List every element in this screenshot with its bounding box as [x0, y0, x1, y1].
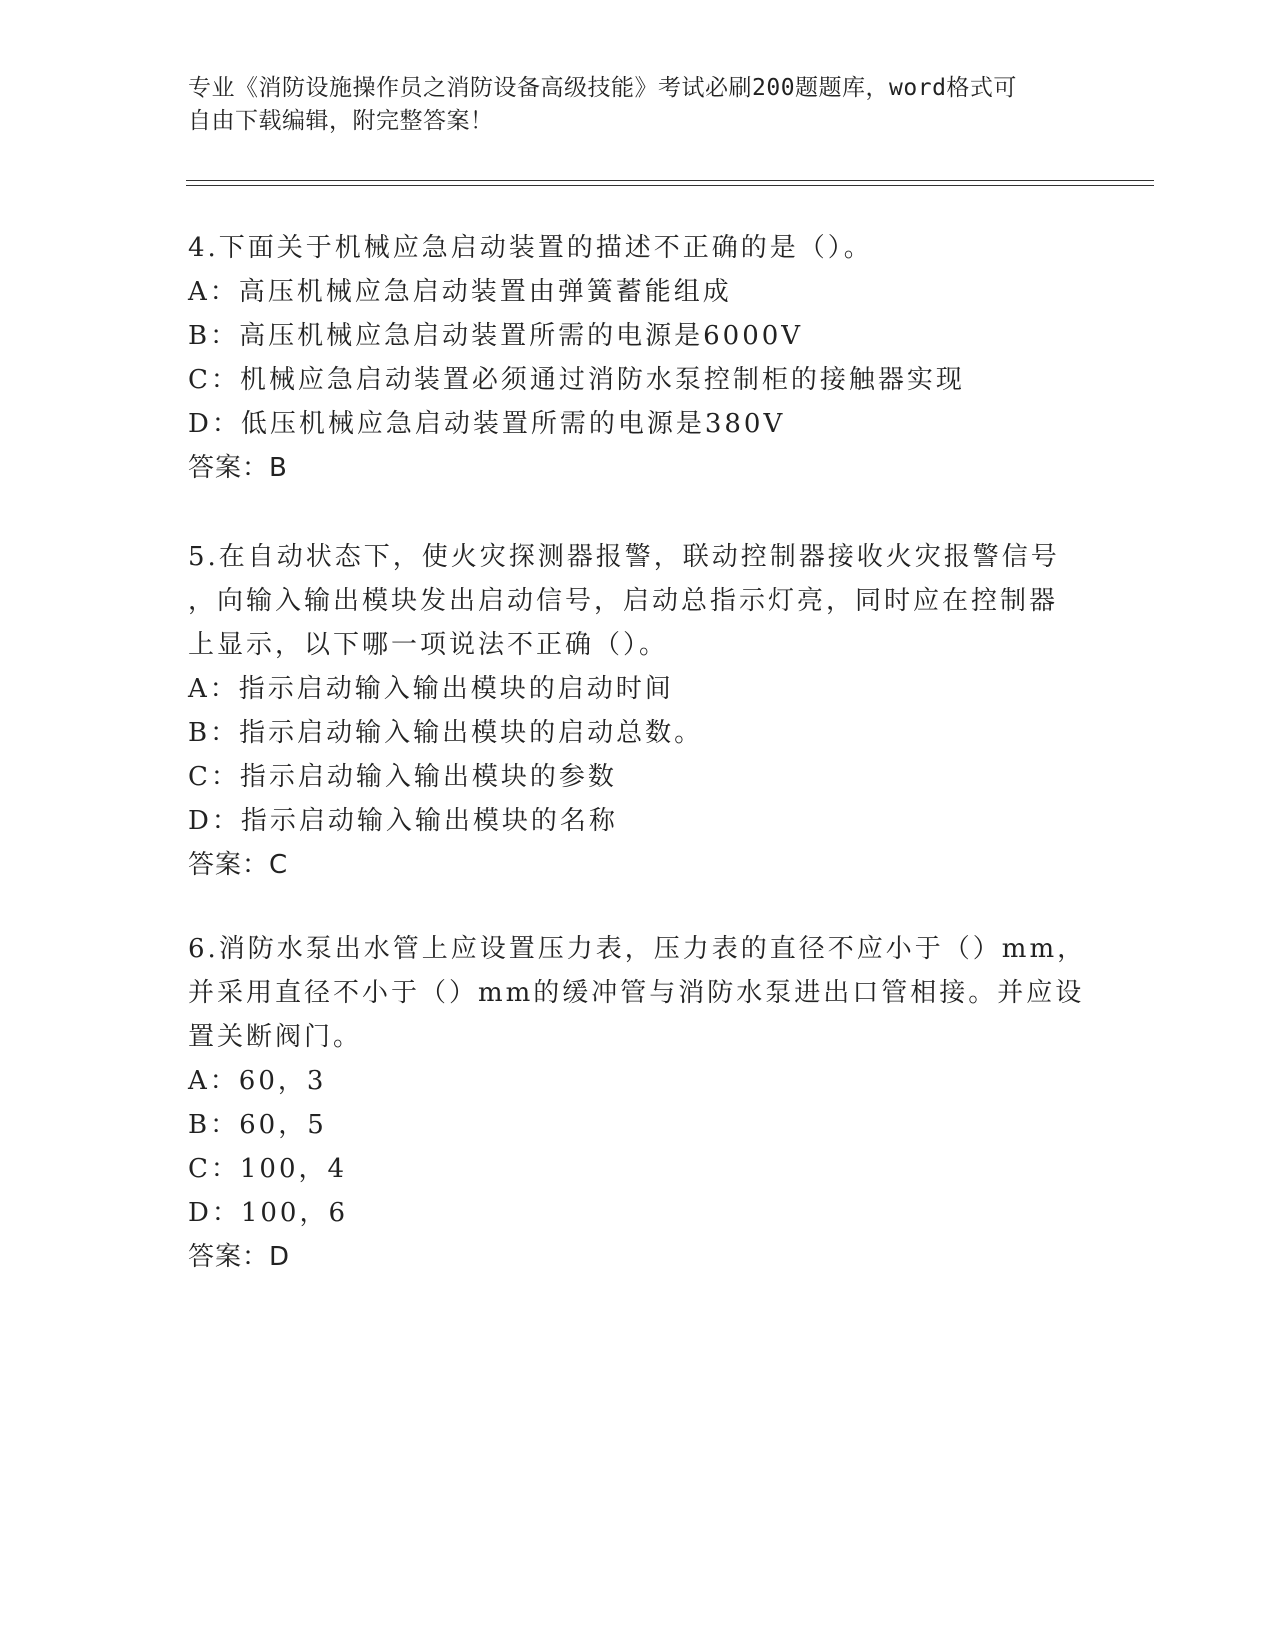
option-d: D：低压机械应急启动装置所需的电源是380V: [188, 409, 786, 439]
question-stem-line-1: 5.在自动状态下，使火灾探测器报警，联动控制器接收火灾报警信号: [188, 542, 1060, 572]
option-b: B：60，5: [188, 1110, 327, 1140]
question-stem: 4.下面关于机械应急启动装置的描述不正确的是（）。: [188, 233, 873, 263]
answer-separator: ：: [242, 850, 270, 880]
header-divider-top: [186, 180, 1154, 181]
option-b: B：高压机械应急启动装置所需的电源是6000V: [188, 321, 804, 351]
answer-separator: ：: [242, 1242, 270, 1272]
option-a: A：60，3: [188, 1066, 327, 1096]
answer-line: [188, 844, 288, 881]
option-d: D：指示启动输入输出模块的名称: [188, 806, 618, 836]
question-stem-line-1: 6.消防水泵出水管上应设置压力表，压力表的直径不应小于（）mm，: [188, 934, 1087, 964]
option-c: C：100，4: [188, 1154, 348, 1184]
option-c: C：机械应急启动装置必须通过消防水泵控制柜的接触器实现: [188, 365, 965, 395]
option-a: A：指示启动输入输出模块的启动时间: [188, 674, 674, 704]
option-d: D：100，6: [188, 1198, 349, 1228]
answer-label: 答案: [188, 850, 243, 880]
option-c: C：指示启动输入输出模块的参数: [188, 762, 617, 792]
question-stem-line-2: ，向输入输出模块发出启动信号，启动总指示灯亮，同时应在控制器: [188, 586, 1059, 616]
question-stem-line-3: 置关断阀门。: [188, 1022, 363, 1052]
option-a: A：高压机械应急启动装置由弹簧蓄能组成: [188, 277, 732, 307]
question-stem-line-3: 上显示，以下哪一项说法不正确（）。: [188, 630, 669, 660]
answer-separator: ：: [242, 453, 270, 483]
answer-label: 答案: [188, 453, 243, 483]
document-header: [188, 72, 1068, 138]
header-divider-bottom: [186, 185, 1154, 186]
header-line-2: 自由下载编辑，附完整答案！: [188, 108, 494, 134]
answer-value: B: [269, 453, 288, 483]
answer-value: D: [269, 1242, 291, 1272]
answer-value: C: [269, 850, 289, 880]
answer-label: 答案: [188, 1242, 243, 1272]
header-line-1: 专业《消防设施操作员之消防设备高级技能》考试必刷200题题库，word格式可: [188, 75, 1017, 101]
option-b: B：指示启动输入输出模块的启动总数。: [188, 718, 704, 748]
question-stem-line-2: 并采用直径不小于（）mm的缓冲管与消防水泵进出口管相接。并应设: [188, 978, 1085, 1008]
answer-line: [188, 447, 288, 484]
answer-line: [188, 1236, 290, 1273]
